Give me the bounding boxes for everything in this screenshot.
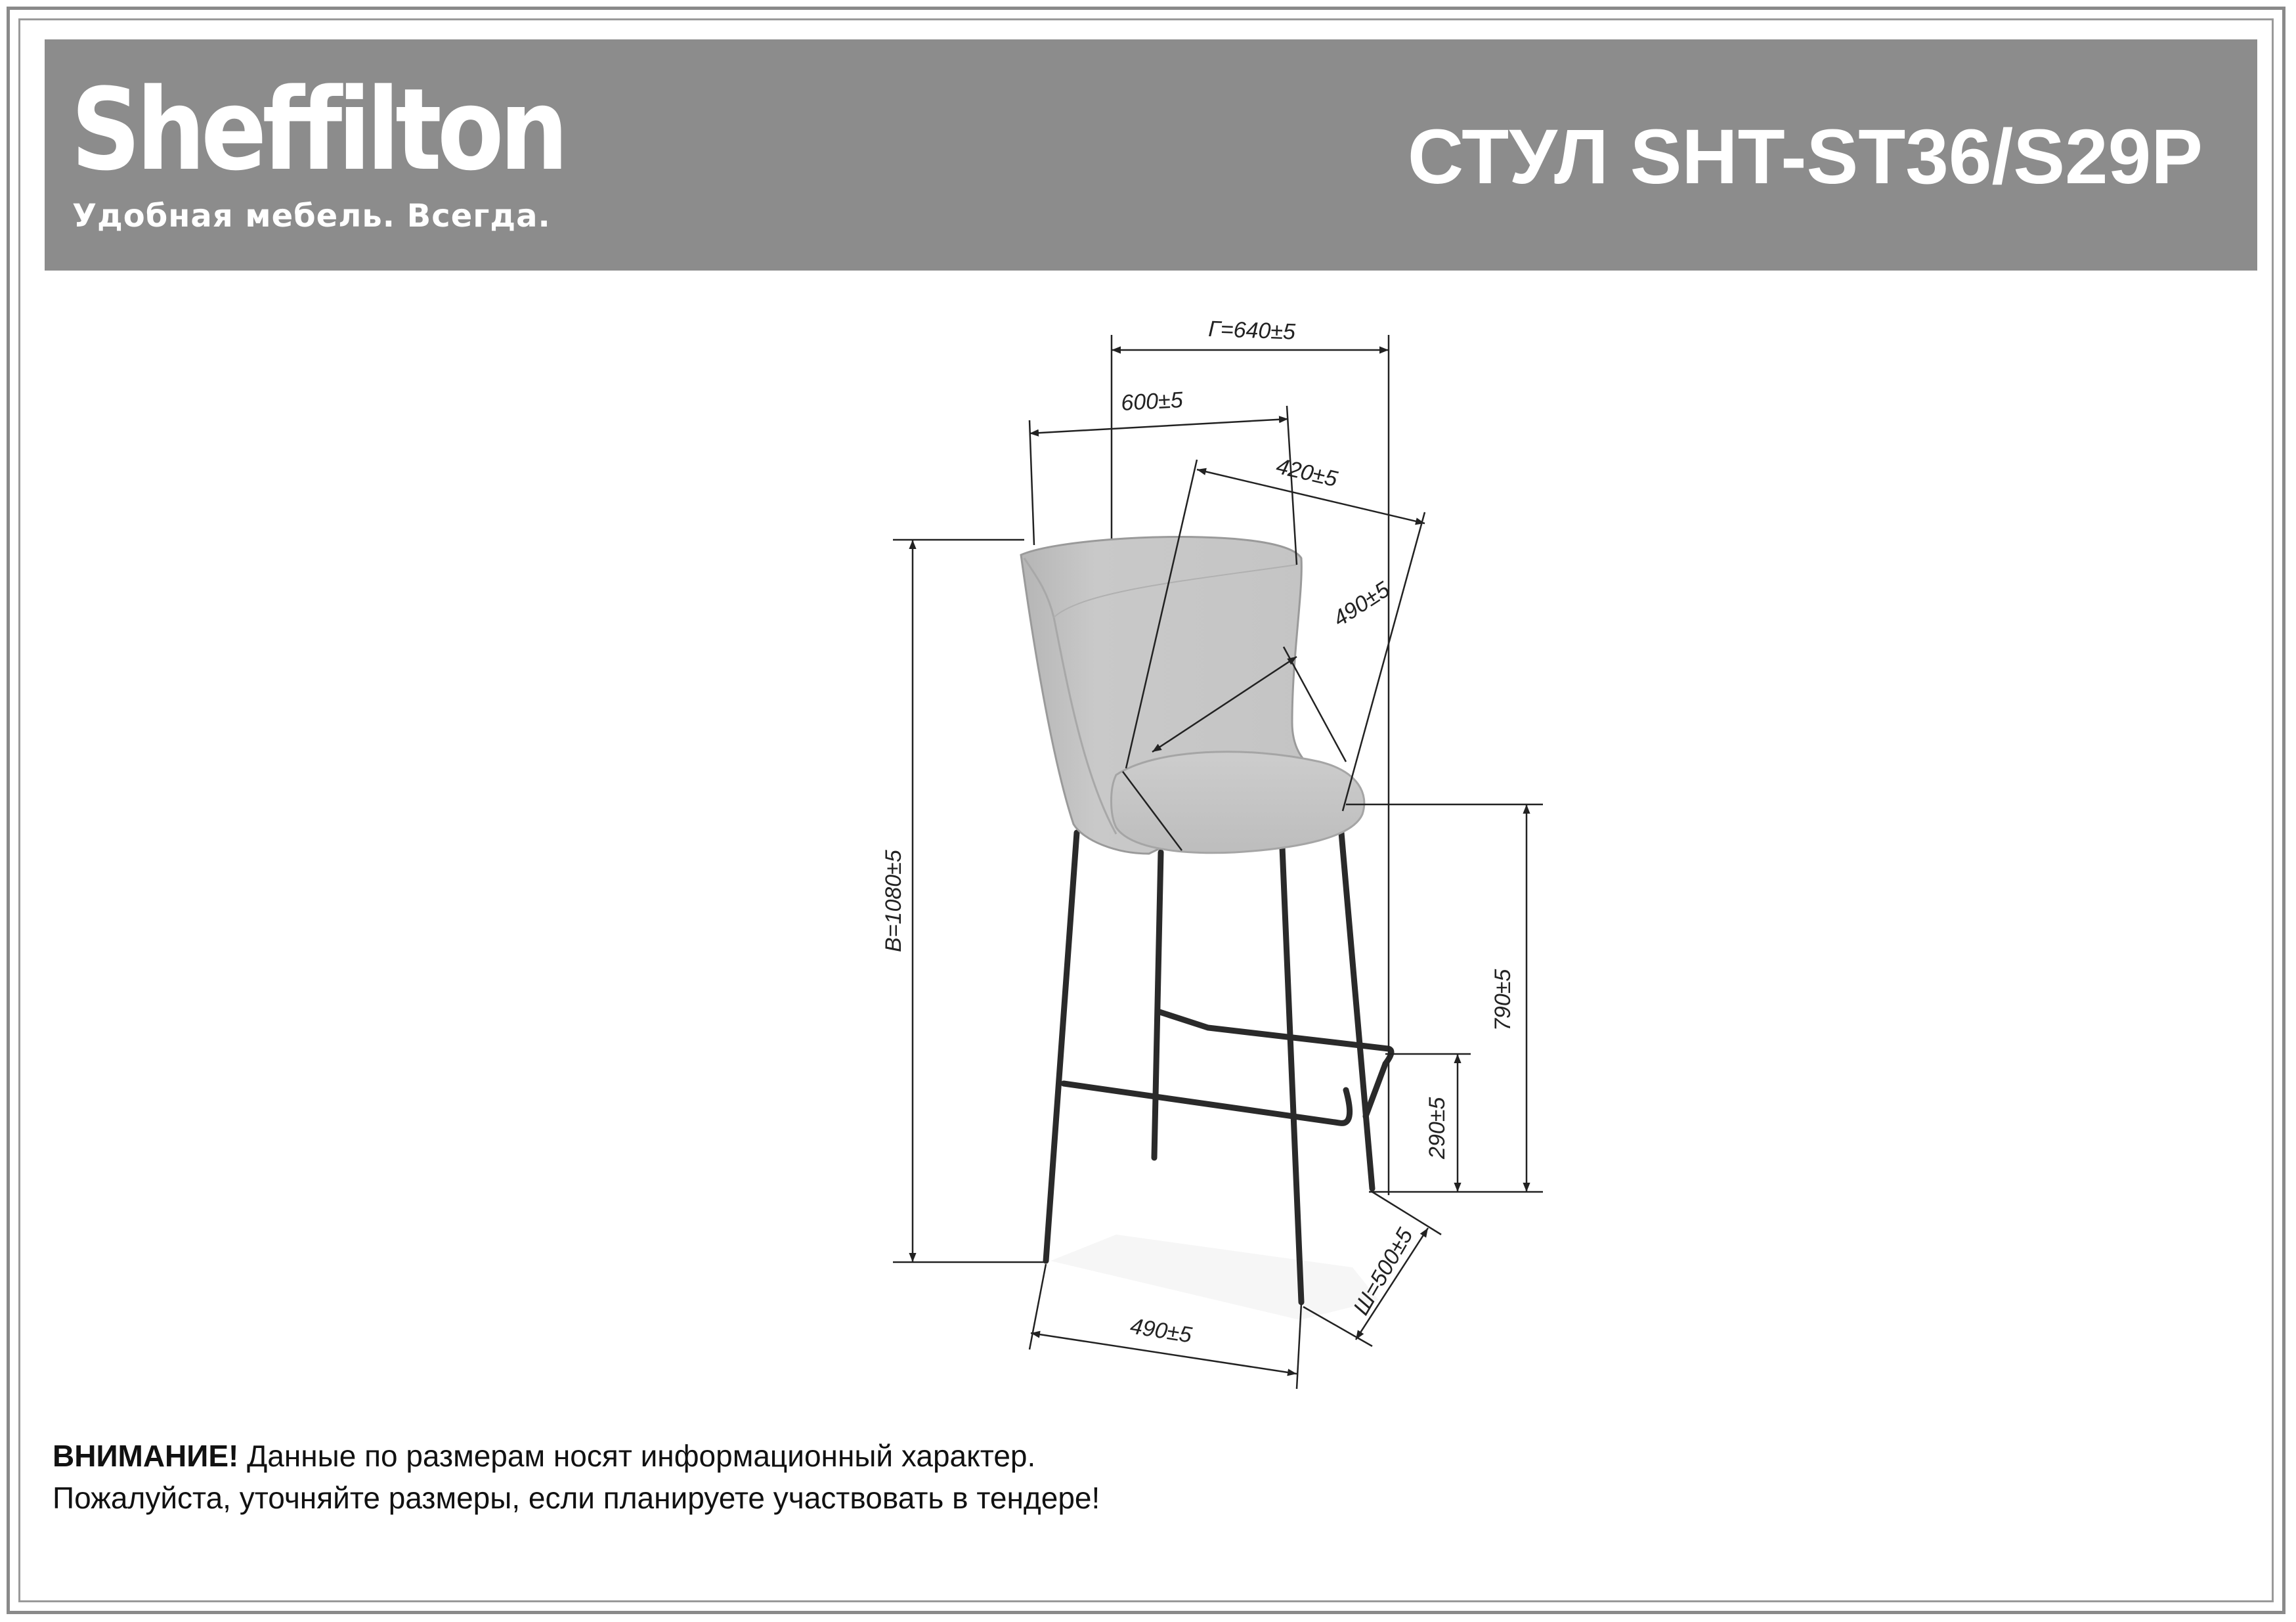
dim-footrest-height: 290±5 bbox=[1425, 1097, 1450, 1159]
dim-seat-diagonal: 490±5 bbox=[1328, 577, 1395, 632]
dim-base-width: 490±5 bbox=[1128, 1313, 1194, 1348]
notice-block bbox=[53, 1435, 1100, 1519]
dim-depth: Г=640±5 bbox=[1207, 317, 1296, 345]
dimension-lines bbox=[893, 335, 1543, 1389]
dim-seat-height: 790±5 bbox=[1490, 969, 1515, 1031]
chair-legs bbox=[1046, 833, 1391, 1302]
notice-line-2: Пожалуйста, уточняйте размеры, если планируете участвовать в тендере! bbox=[53, 1481, 1100, 1515]
dim-width: Ш=500±5 bbox=[1349, 1224, 1418, 1319]
dim-seat-depth: 600±5 bbox=[1120, 387, 1184, 416]
product-title: СТУЛ SHT-ST36/S29P bbox=[1407, 114, 2203, 200]
floor-shadow bbox=[1051, 1235, 1379, 1320]
notice-line-1-text: Данные по размерам носят информационный характер. bbox=[238, 1439, 1036, 1473]
dim-height: В=1080±5 bbox=[881, 850, 906, 952]
brand-tagline: Удобная мебель. Всегда. bbox=[72, 198, 551, 234]
chair-seat bbox=[1112, 752, 1364, 853]
dim-back-width: 420±5 bbox=[1274, 453, 1340, 493]
notice-line-1 bbox=[53, 1435, 1100, 1477]
notice-warning: ВНИМАНИЕ! bbox=[53, 1439, 239, 1473]
brand-logo: Sheffilton bbox=[71, 64, 565, 196]
